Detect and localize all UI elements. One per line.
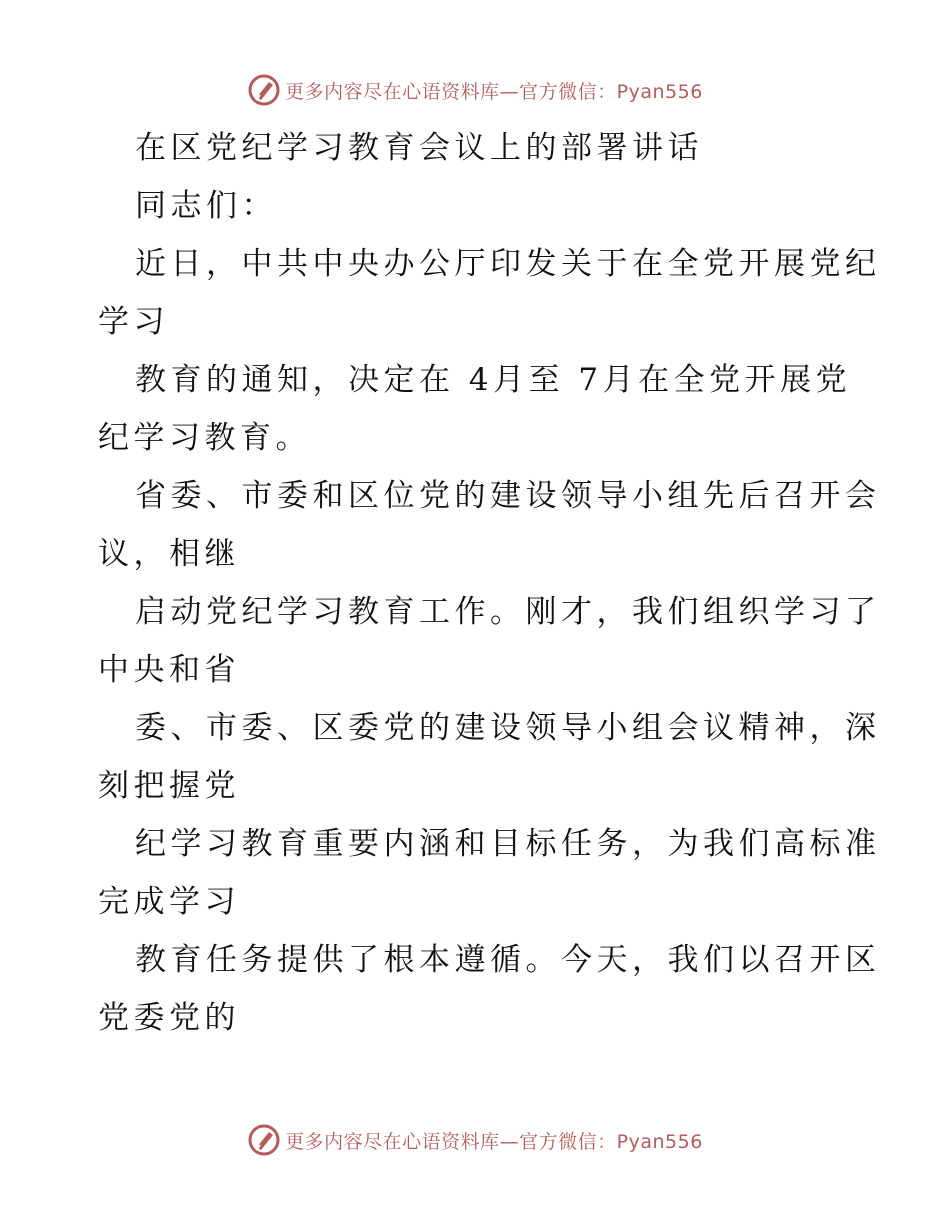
paragraph-line: 委、市委、区委党的建设领导小组会议精神，深 xyxy=(135,710,881,746)
logo-icon xyxy=(247,1123,281,1157)
paragraph-line: 纪学习教育重要内涵和目标任务，为我们高标准 xyxy=(135,826,881,862)
paragraph-line: 纪学习教育。 xyxy=(98,420,311,456)
paragraph-line: 学习 xyxy=(98,304,169,340)
header-banner xyxy=(0,70,950,110)
footer-banner xyxy=(0,1120,950,1160)
paragraph-line: 近日，中共中央办公厅印发关于在全党开展党纪 xyxy=(135,246,881,282)
paragraph-line: 教育的通知，决定在 4月至 7月在全党开展党 xyxy=(135,362,852,398)
logo-icon xyxy=(247,73,281,107)
paragraph-line: 中央和省 xyxy=(98,652,240,688)
paragraph-line: 议，相继 xyxy=(98,536,240,572)
salutation: 同志们： xyxy=(135,188,277,224)
footer-banner-text: 更多内容尽在心语资料库—官方微信：Pyan556 xyxy=(285,1130,703,1153)
paragraph-line: 启动党纪学习教育工作。刚才，我们组织学习了 xyxy=(135,594,881,630)
document-title: 在区党纪学习教育会议上的部署讲话 xyxy=(135,130,703,166)
paragraph-line: 教育任务提供了根本遵循。今天，我们以召开区 xyxy=(135,942,881,978)
header-banner-text: 更多内容尽在心语资料库—官方微信：Pyan556 xyxy=(285,80,703,103)
paragraph-line: 党委党的 xyxy=(98,1000,240,1036)
paragraph-line: 刻把握党 xyxy=(98,768,240,804)
paragraph-line: 省委、市委和区位党的建设领导小组先后召开会 xyxy=(135,478,881,514)
paragraph-line: 完成学习 xyxy=(98,884,240,920)
